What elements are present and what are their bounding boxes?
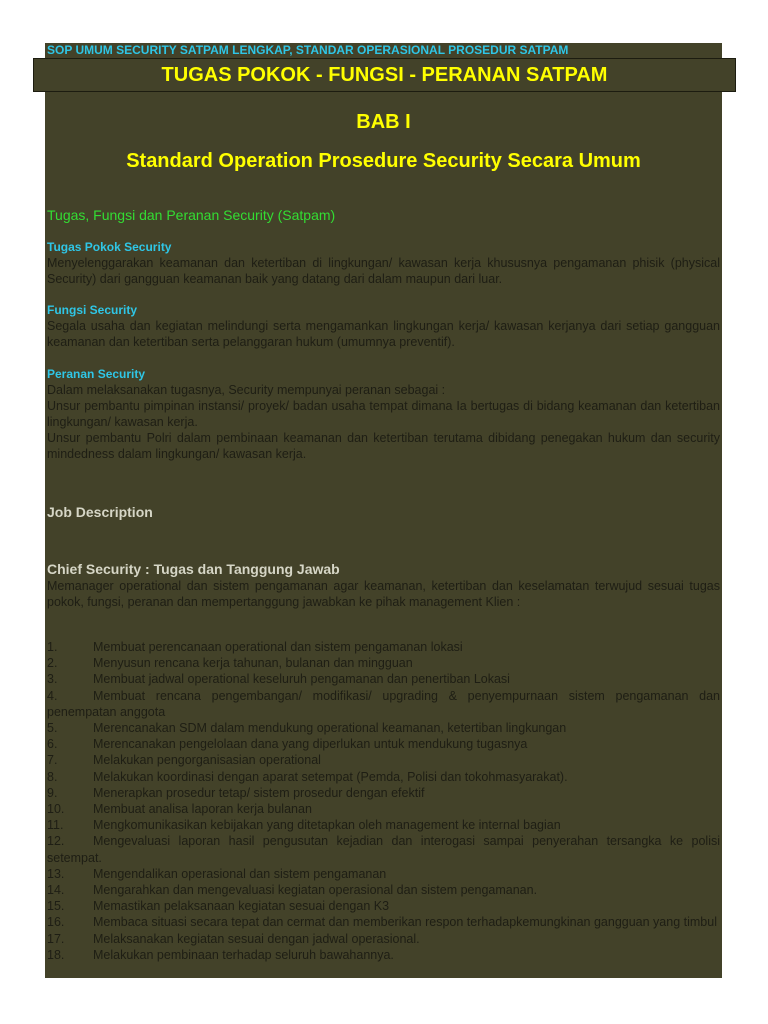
duty-item-text: Mengarahkan dan mengevaluasi kegiatan operasional dan sistem pengamanan. [93,883,538,898]
fungsi-block [47,303,720,350]
duty-item-text: Merencanakan pengelolaan dana yang diperlukan untuk mendukung tugasnya [93,737,528,752]
document-page [45,43,722,978]
tugas-pokok-text: Menyelenggarakan keamanan dan ketertiban di lingkungan/ kawasan kerja khususnya pengamanan phisik (physical Security) dari gangguan keamanan baik yang datang dari dalam maupun dari luar. [47,256,720,286]
peranan-text-3: Unsur pembantu Polri dalam pembinaan keamanan dan ketertiban terutama dibidang penegakan hukum dan security mindedness dalam lingkungan/ kawasan kerja. [47,431,720,461]
duty-item-number: 9. [47,785,58,800]
duty-item-number: 5. [47,721,58,736]
duty-item [47,720,720,736]
duty-item [47,931,720,947]
duty-item [47,817,720,833]
duty-item-number: 14. [47,883,65,898]
section-title: Tugas, Fungsi dan Peranan Security (Satpam) [47,207,336,223]
duty-item-number: 12. [47,834,65,849]
duty-item-number: 4. [47,688,58,703]
duty-item-text: Melaksanakan kegiatan sesuai dengan jadwal operasional. [93,931,420,946]
duty-item-text: Melakukan koordinasi dengan aparat setempat (Pemda, Polisi dan tokohmasyarakat). [93,769,568,784]
duty-item-text: Melakukan pengorganisasian operational [93,753,321,768]
chapter-title: BAB I [356,111,411,133]
duty-item-text: Mengendalikan operasional dan sistem pengamanan [93,866,387,881]
fungsi-text: Segala usaha dan kegiatan melindungi serta mengamankan lingkungan kerja/ kawasan kerjanya dari setiap gangguan keamanan dan ketertiban serta pelanggaran hukum (umumnya preventif). [47,319,720,349]
chief-security-block [47,560,720,610]
duty-item-text: Membuat analisa laporan kerja bulanan [93,802,312,817]
duty-item [47,655,720,671]
duty-item-number: 18. [47,947,65,962]
fungsi-heading: Fungsi Security [47,303,138,317]
duty-item-number: 1. [47,640,58,654]
duty-item-text: Mengkomunikasikan kebijakan yang ditetapkan oleh management ke internal bagian [93,818,561,833]
duty-item [47,833,720,865]
chief-security-heading: Chief Security : Tugas dan Tanggung Jawab [47,561,340,577]
duty-item [47,914,720,930]
tugas-pokok-block [47,240,720,287]
chapter-subtitle: Standard Operation Prosedure Security Secara Umum [126,150,641,172]
duty-item [47,785,720,801]
top-header-line: SOP UMUM SECURITY SATPAM LENGKAP, STANDAR OPERASIONAL PROSEDUR SATPAM [47,43,569,57]
duty-item [47,688,720,720]
duty-item-number: 6. [47,737,58,752]
duty-item-number: 16. [47,915,65,930]
tugas-pokok-heading: Tugas Pokok Security [47,240,172,254]
duty-item [47,736,720,752]
duty-item-number: 17. [47,931,65,946]
duty-list [47,639,720,963]
duty-item-text: Membuat rencana pengembangan/ modifikasi/ upgrading & penyempurnaan sistem pengamanan dan penempatan anggota [47,688,720,719]
peranan-text-1: Dalam melaksanakan tugasnya, Security mempunyai peranan sebagai : [47,383,446,397]
duty-item-number: 7. [47,753,58,768]
duty-item-text: Mengevaluasi laporan hasil pengusutan kejadian dan interogasi sampai penyerahan tersangka ke polisi setempat. [47,834,720,865]
duty-item-text: Membuat jadwal operational keseluruh pengamanan dan penertiban Lokasi [93,672,510,687]
duty-item-number: 13. [47,866,65,881]
duty-item-number: 3. [47,672,58,687]
duty-item-text: Memastikan pelaksanaan kegiatan sesuai dengan K3 [93,899,390,914]
chief-security-text: Memanager operational dan sistem pengamanan agar keamanan, ketertiban dan keselamatan terwujud sesuai tugas pokok, fungsi, peranan dan mempertanggung jawabkan ke pihak management Klien : [47,579,720,609]
peranan-block [47,367,720,462]
duty-item [47,866,720,882]
duty-item [47,752,720,768]
duty-item-text: Menyusun rencana kerja tahunan, bulanan dan mingguan [93,656,413,671]
peranan-heading: Peranan Security [47,367,146,381]
duty-item [47,898,720,914]
duty-item-text: Merencanakan SDM dalam mendukung operational keamanan, ketertiban lingkungan [93,721,567,736]
peranan-text-2: Unsur pembantu pimpinan instansi/ proyek/ badan usaha tempat dimana Ia bertugas di bidang keamanan dan ketertiban lingkungan/ kawasan kerja. [47,399,720,429]
duty-item [47,769,720,785]
duty-item-text: Membaca situasi secara tepat dan cermat dan memberikan respon terhadapkemungkinan gangguan yang timbul [93,915,717,930]
duty-item [47,639,720,655]
duty-item-text: Menerapkan prosedur tetap/ sistem prosedur dengan efektif [93,785,425,800]
duty-item [47,882,720,898]
duty-item-text: Membuat perencanaan operational dan sistem pengamanan lokasi [93,640,463,654]
duty-item-number: 15. [47,899,65,914]
duty-item-number: 11. [47,818,64,833]
duty-item [47,801,720,817]
duty-item-number: 8. [47,769,58,784]
duty-item-text: Melakukan pembinaan terhadap seluruh bawahannya. [93,947,394,962]
duty-item-number: 10. [47,802,65,817]
duty-item-number: 2. [47,656,58,671]
duty-item [47,671,720,687]
job-description-heading: Job Description [47,504,153,520]
duty-item [47,947,720,963]
banner-title: TUGAS POKOK - FUNGSI - PERANAN SATPAM [33,58,736,92]
